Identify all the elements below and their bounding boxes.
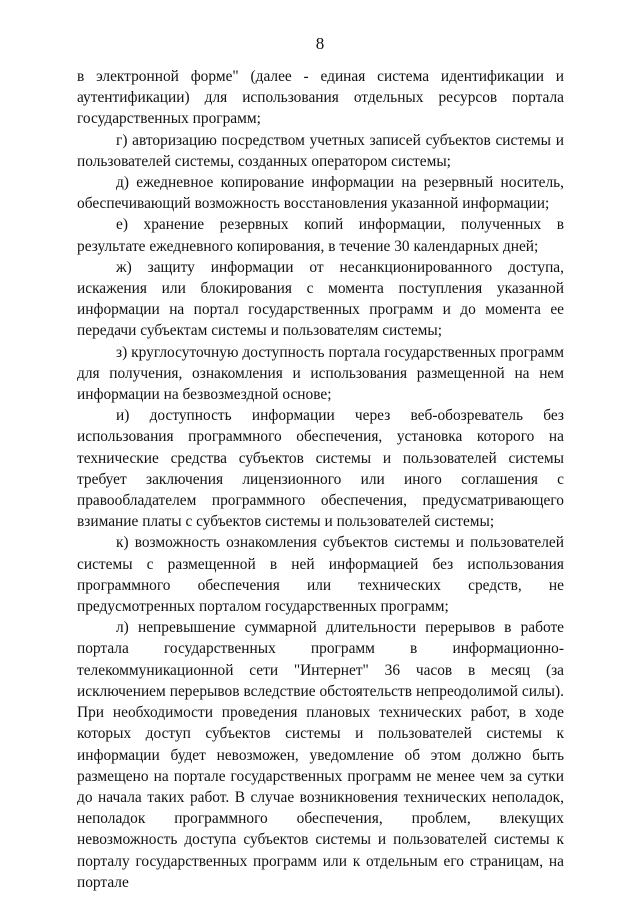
document-body xyxy=(77,66,564,893)
paragraph-item-e: е) хранение резервных копий информации, полученных в результате ежедневного копирования, в течение 30 календарных дней; xyxy=(77,216,564,255)
paragraph-item-i: и) доступность информации через веб-обозреватель без использования программного обеспечения, установка которого на технические средства субъектов системы и пользователей системы требует заключения лицензионного или иного соглашения с правообладателем программного обеспечения, предусматривающего взимание платы с субъектов системы и пользователей системы; xyxy=(77,407,564,531)
paragraph-continuation: в электронной форме" (далее - единая система идентификации и аутентификации) для использования отдельных ресурсов портала государственных программ; xyxy=(77,68,564,128)
paragraph-item-zh: ж) защиту информации от несанкционированного доступа, искажения или блокирования с момента поступления указанной информации на портал государственных программ и до момента ее передачи субъектам системы и пользователям системы; xyxy=(77,258,564,340)
paragraph-item-z: з) круглосуточную доступность портала государственных программ для получения, ознакомления и использования размещенной на нем информации на безвозмездной основе; xyxy=(77,343,564,404)
paragraph-item-g: г) авторизацию посредством учетных записей субъектов системы и пользователей системы, созданных оператором системы; xyxy=(77,131,564,170)
page-number: 8 xyxy=(315,34,325,53)
paragraph-item-k: к) возможность ознакомления субъектов системы и пользователей системы с размещенной в ней информацией без использования программного обеспечения или технических средств, не предусмотренных порталом государственных программ; xyxy=(77,534,564,616)
paragraph-item-d: д) ежедневное копирование информации на резервный носитель, обеспечивающий возможность восстановления указанной информации; xyxy=(77,174,564,213)
paragraph-item-l: л) непревышение суммарной длительности перерывов в работе портала государственных программ в информационно-телекоммуникационной сети "Интернет" 36 часов в месяц (за исключением перерывов вследствие обстоятельств непреодолимой силы). При необходимости проведения плановых технических работ, в ходе которых доступ субъектов системы и пользователей системы к информации будет невозможен, уведомление об этом должно быть размещено на портале государственных программ не менее чем за сутки до начала таких работ. В случае возникновения технических неполадок, неполадок программного обеспечения, проблем, влекущих невозможность доступа субъектов системы и пользователей системы к порталу государственных программ или к отдельным его страницам, на портале xyxy=(77,619,564,891)
